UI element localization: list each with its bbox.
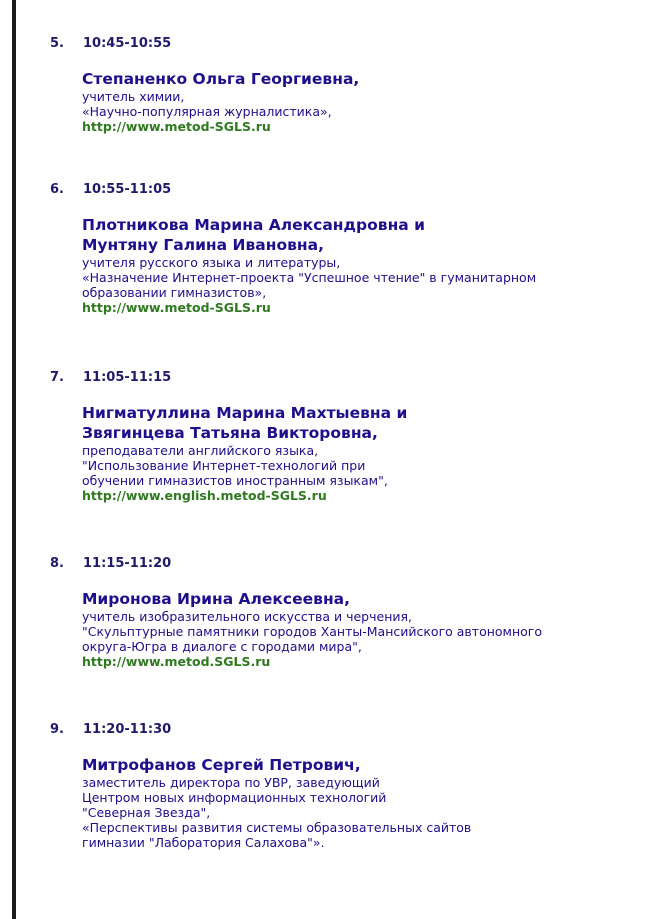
item-body bbox=[82, 589, 622, 669]
item-header bbox=[50, 370, 171, 386]
item-header bbox=[50, 36, 171, 52]
speaker-name: Митрофанов Сергей Петрович, bbox=[82, 756, 361, 774]
speaker-name: Плотникова Марина Александровна и bbox=[82, 216, 425, 234]
item-time: 10:55-11:05 bbox=[83, 182, 172, 197]
item-number: 8. bbox=[50, 556, 64, 571]
speaker-role: Центром новых информационных технологий bbox=[82, 790, 387, 805]
talk-title: "Использование Интернет-технологий при bbox=[82, 458, 366, 473]
item-time: 10:45-10:55 bbox=[83, 36, 172, 51]
item-body bbox=[82, 69, 622, 134]
website-link-anchor[interactable]: http://www.metod-SGLS.ru bbox=[82, 119, 271, 134]
talk-title: "Скульптурные памятники городов Ханты-Мансийского автономного bbox=[82, 624, 543, 639]
talk-title: округа-Югра в диалоге с городами мира", bbox=[82, 639, 362, 654]
speaker-role: учителя русского языка и литературы, bbox=[82, 255, 341, 270]
website-link-anchor[interactable]: http://www.metod.SGLS.ru bbox=[82, 654, 271, 669]
speaker-role: "Северная Звезда", bbox=[82, 805, 211, 820]
website-link-anchor[interactable]: http://www.metod-SGLS.ru bbox=[82, 300, 271, 315]
item-header bbox=[50, 556, 171, 572]
talk-title: «Назначение Интернет-проекта "Успешное чтение" в гуманитарном bbox=[82, 270, 537, 285]
item-number: 5. bbox=[50, 36, 64, 51]
website-link[interactable] bbox=[82, 654, 622, 669]
item-body bbox=[82, 215, 622, 315]
talk-title: образовании гимназистов», bbox=[82, 285, 267, 300]
speaker-name: Миронова Ирина Алексеевна, bbox=[82, 590, 351, 608]
talk-title: «Научно-популярная журналистика», bbox=[82, 104, 332, 119]
speaker-name: Звягинцева Татьяна Викторовна, bbox=[82, 424, 378, 442]
item-time: 11:15-11:20 bbox=[83, 556, 172, 571]
website-link[interactable] bbox=[82, 300, 622, 315]
item-number: 6. bbox=[50, 182, 64, 197]
speaker-role: преподаватели английского языка, bbox=[82, 443, 319, 458]
item-number: 7. bbox=[50, 370, 64, 385]
speaker-name: Мунтяну Галина Ивановна, bbox=[82, 236, 324, 254]
item-time: 11:20-11:30 bbox=[83, 722, 172, 737]
website-link[interactable] bbox=[82, 488, 622, 503]
talk-title: «Перспективы развития системы образовательных сайтов bbox=[82, 820, 472, 835]
item-number: 9. bbox=[50, 722, 64, 737]
talk-title: обучении гимназистов иностранным языкам", bbox=[82, 473, 388, 488]
speaker-name: Степаненко Ольга Георгиевна, bbox=[82, 70, 360, 88]
page-left-border bbox=[12, 0, 16, 919]
speaker-role: учитель изобразительного искусства и черчения, bbox=[82, 609, 412, 624]
item-header bbox=[50, 182, 171, 198]
item-time: 11:05-11:15 bbox=[83, 370, 172, 385]
item-header bbox=[50, 722, 171, 738]
speaker-name: Нигматуллина Марина Махтыевна и bbox=[82, 404, 408, 422]
website-link[interactable] bbox=[82, 119, 622, 134]
item-body bbox=[82, 403, 622, 503]
speaker-role: учитель химии, bbox=[82, 89, 185, 104]
item-body bbox=[82, 755, 622, 850]
talk-title: гимназии "Лаборатория Салахова"». bbox=[82, 835, 325, 850]
speaker-role: заместитель директора по УВР, заведующий bbox=[82, 775, 380, 790]
website-link-anchor[interactable]: http://www.english.metod-SGLS.ru bbox=[82, 488, 327, 503]
